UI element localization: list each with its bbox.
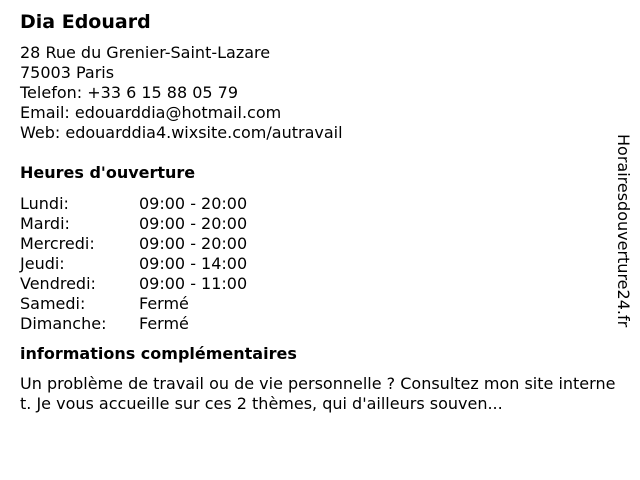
hours-row-thursday — [20, 254, 620, 274]
opening-hours-heading: Heures d'ouverture — [20, 163, 196, 182]
day-label: Vendredi: — [20, 274, 96, 293]
additional-info-text: Un problème de travail ou de vie personnelle ? Consultez mon site internet. Je vous accueille sur ces 2 thèmes, qui d'ailleurs souven... — [20, 374, 616, 413]
email-line: Email: edouarddia@hotmail.com — [20, 103, 282, 122]
hours-row-wednesday — [20, 234, 620, 254]
website-line: Web: edouarddia4.wixsite.com/autravail — [20, 123, 343, 142]
postal-city: 75003 Paris — [20, 63, 115, 82]
business-name: Dia Edouard — [20, 11, 151, 33]
hours-row-monday — [20, 194, 620, 214]
opening-hours-table — [20, 194, 620, 334]
hours-value: 09:00 - 20:00 — [139, 234, 248, 253]
hours-row-saturday — [20, 294, 620, 314]
street-address: 28 Rue du Grenier-Saint-Lazare — [20, 43, 271, 62]
site-watermark: Horairesdouverture24.fr — [614, 134, 633, 328]
phone-line: Telefon: +33 6 15 88 05 79 — [20, 83, 239, 102]
hours-value: 09:00 - 14:00 — [139, 254, 248, 273]
day-label: Mardi: — [20, 214, 70, 233]
day-label: Samedi: — [20, 294, 86, 313]
day-label: Dimanche: — [20, 314, 107, 333]
hours-row-tuesday — [20, 214, 620, 234]
business-card — [20, 10, 620, 414]
additional-info-heading: informations complémentaires — [20, 344, 297, 363]
hours-value: 09:00 - 11:00 — [139, 274, 248, 293]
hours-row-friday — [20, 274, 620, 294]
contact-details — [20, 43, 620, 143]
hours-value: 09:00 - 20:00 — [139, 214, 248, 233]
day-label: Mercredi: — [20, 234, 95, 253]
day-label: Jeudi: — [20, 254, 65, 273]
day-label: Lundi: — [20, 194, 69, 213]
hours-value: Fermé — [139, 314, 189, 333]
hours-row-sunday — [20, 314, 620, 334]
hours-value: Fermé — [139, 294, 189, 313]
hours-value: 09:00 - 20:00 — [139, 194, 248, 213]
